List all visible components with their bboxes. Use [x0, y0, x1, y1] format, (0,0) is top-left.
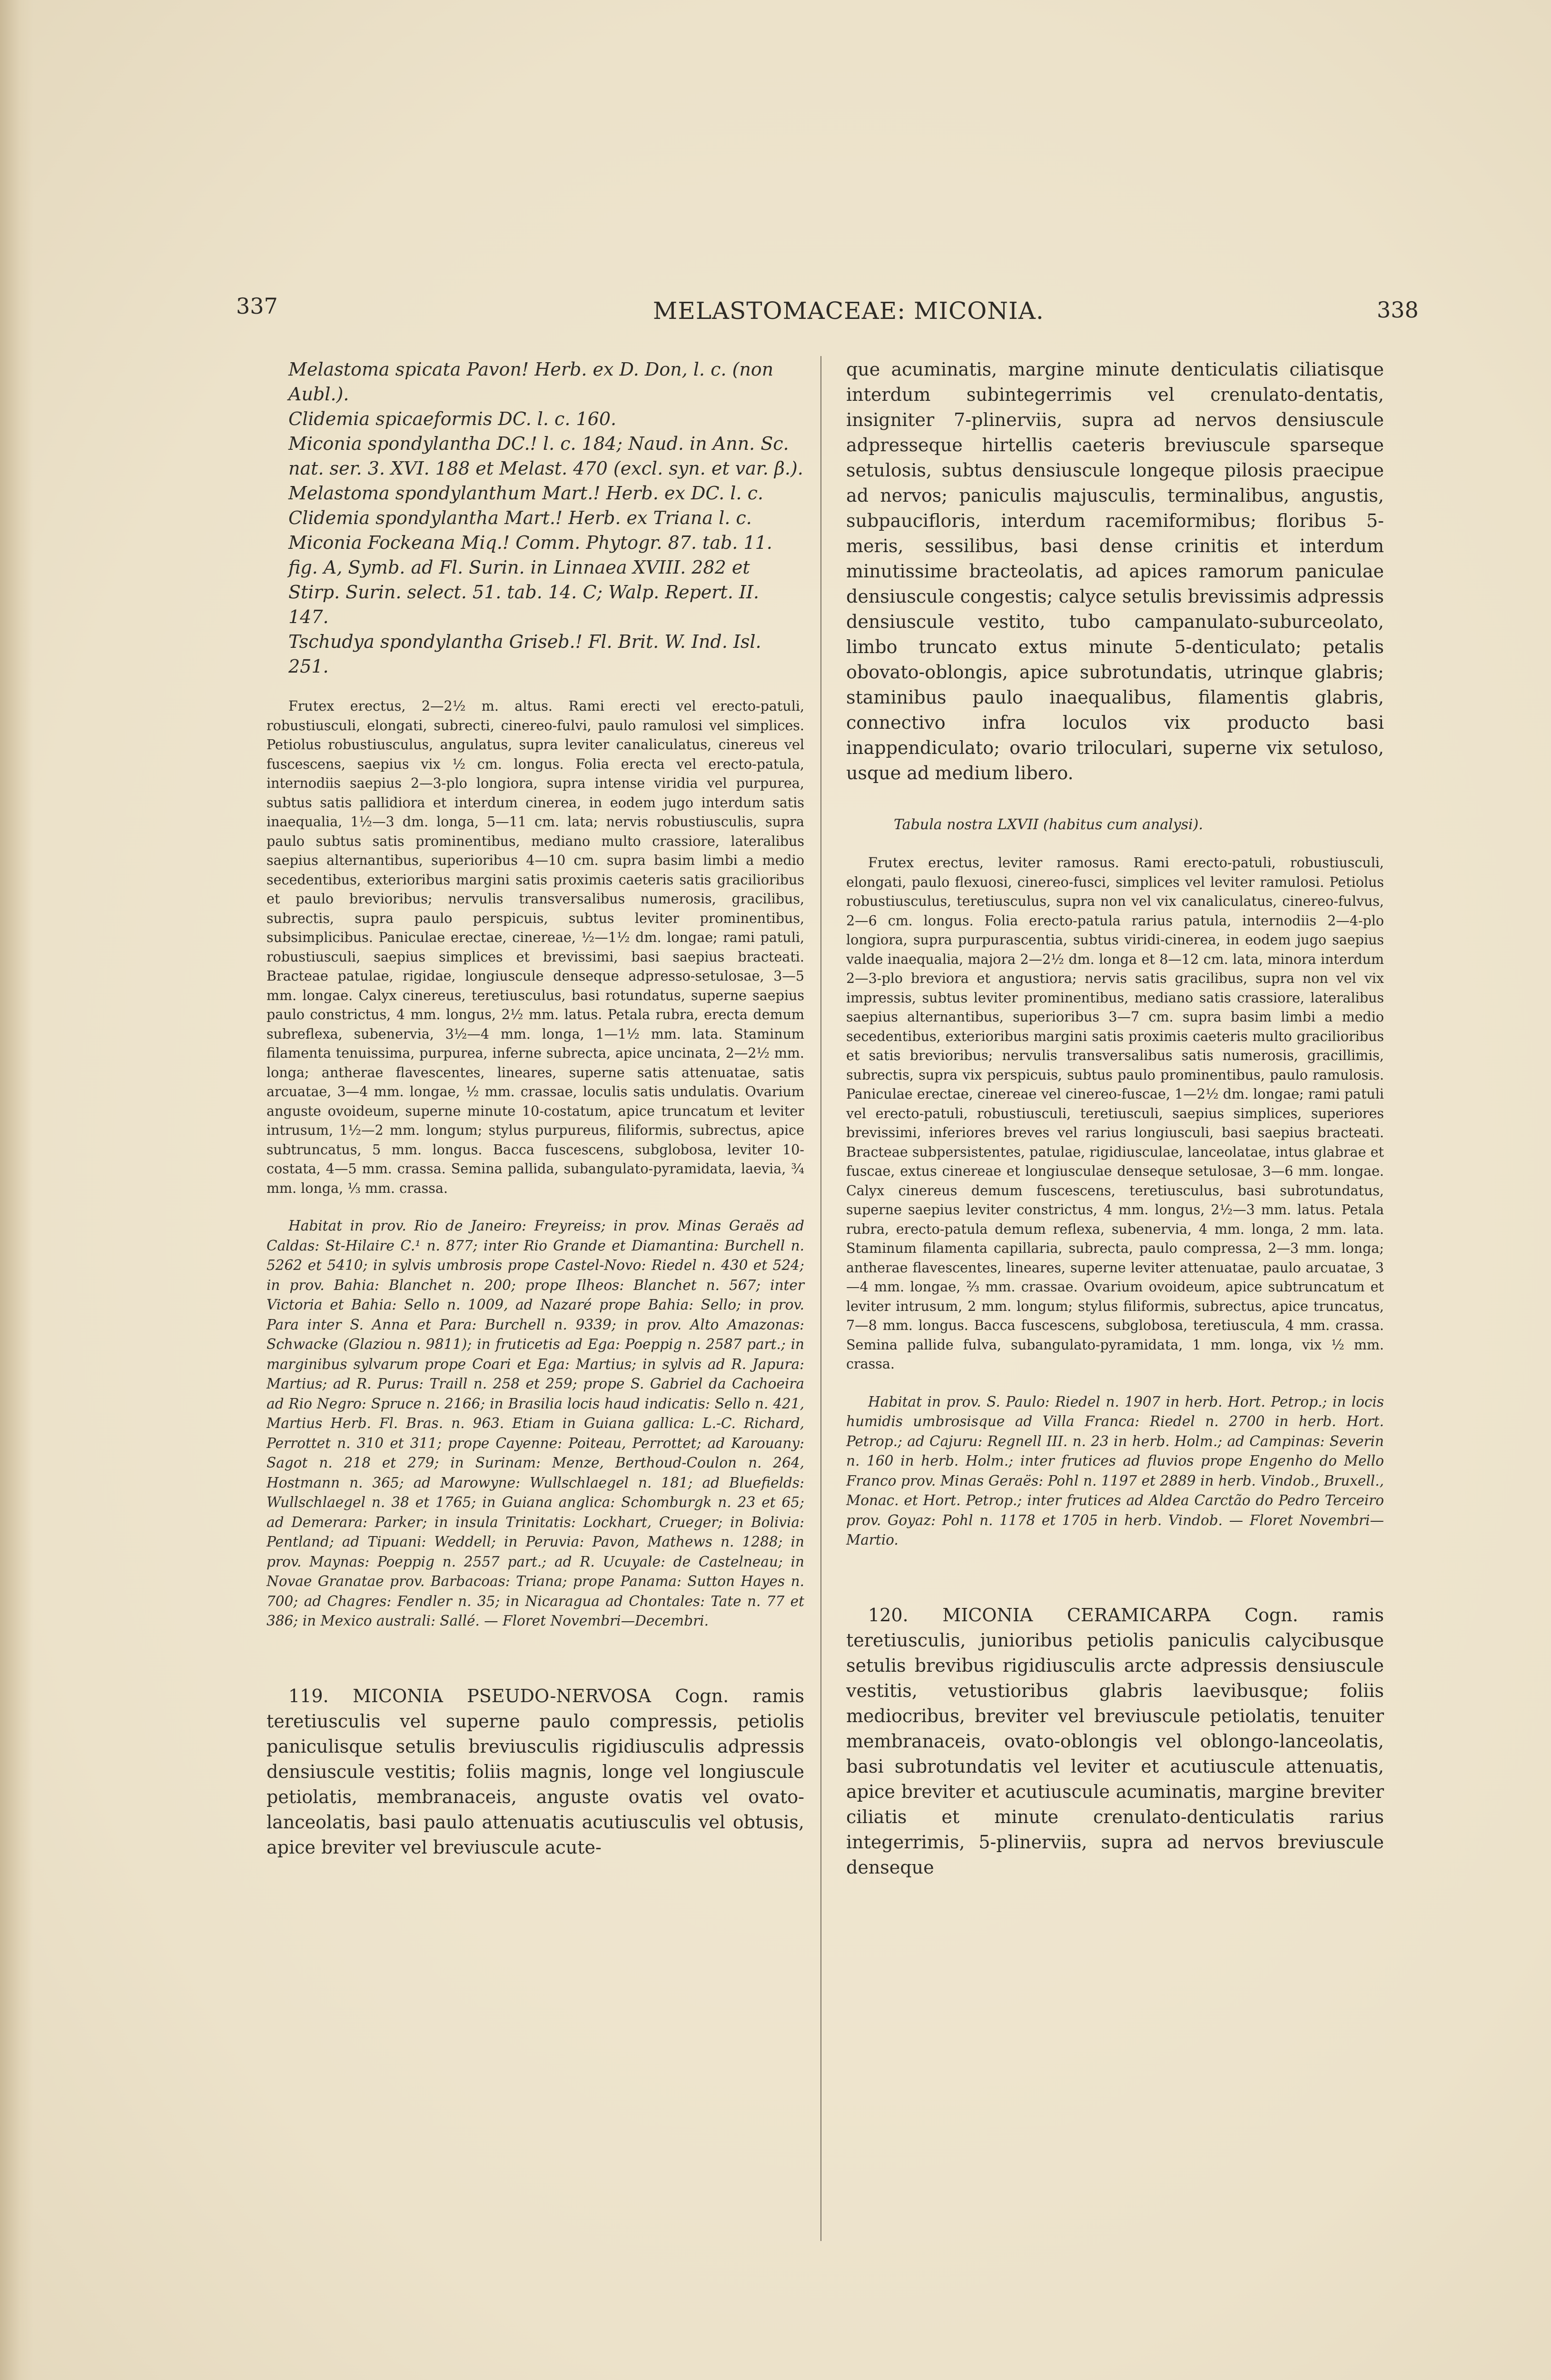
habitat-paragraph: Habitat in prov. S. Paulo: Riedel n. 1907 in herb. Hort. Petrop.; in locis humidis umbrosisque ad Villa Franca: Riedel n. 2700 in herb. Hort. Petrop.; ad Cajuru: Regnell III. n. 23 in herb. Holm.; ad Campinas: Severin n. 160 in herb. Holm.; inter frutices ad fluvios prope Engenho do Mello Franco prov. Minas Geraës: Pohl n. 1197 et 2889 in herb. Vindob., Bruxell., Monac. et Hort. Petrop.; inter frutices ad Aldea Carctão do Pedro Terceiro prov. Goyaz: Pohl n. 1178 et 1705 in herb. Vindob. — Floret Novembri—Martio. [846, 1393, 1384, 1548]
running-title: MELASTOMACEAE: MICONIA. [653, 297, 1044, 325]
synonym: Miconia spondylantha DC.! l. c. 184; Naud. in Ann. Sc. nat. ser. 3. XVI. 188 et Melast. 470 (excl. syn. et var. β.). [288, 433, 803, 479]
synonym: Clidemia spicaeformis DC. l. c. 160. [288, 408, 617, 429]
left-column [267, 357, 804, 1860]
species-description: Frutex erectus, 2—2½ m. altus. Rami erecti vel erecto-patuli, robustiusculi, elongati, subrecti, cinereo-fulvi, paulo ramulosi vel simplices. Petiolus robustiusculus, angulatus, supra leviter canaliculatus, cinereus vel fuscescens, saepius vix ½ cm. longus. Folia erecta vel erecto-patula, internodiis saepius 2—3-plo longiora, supra intense viridia vel purpurea, subtus satis pallidiora et interdum cinerea, in eodem jugo interdum satis inaequalia, 1½—3 dm. longa, 5—11 cm. lata; nervis robustiusculis, supra paulo subtus satis prominentibus, mediano multo crassiore, lateralibus saepius alternantibus, superioribus 4—10 cm. supra basim limbi a medio secedentibus, exterioribus margini satis proximis caeteris satis gracilioribus et paulo brevioribus; nervulis transversalibus numerosis, gracilibus, subrectis, supra paulo perspicuis, subtus leviter prominentibus, subsimplicibus. Paniculae erectae, cinereae, ½—1½ dm. longae; rami patuli, robustiusculi, saepius simplices et brevissimi, basi saepius bracteati. Bracteae patulae, rigidae, longiuscule denseque adpresso-setulosae, 3—5 mm. longae. Calyx cinereus, teretiusculus, basi rotundatus, superne saepius paulo constrictus, 4 mm. longus, 2½ mm. latus. Petala rubra, erecta demum subreflexa, subenervia, 3½—4 mm. longa, 1—1½ mm. lata. Staminum filamenta tenuissima, purpurea, inferne subrecta, apice uncinata, 2—2½ mm. longa; antherae flavescentes, lineares, superne satis attenuatae, satis arcuatae, 3—4 mm. longae, ½ mm. crassae, loculis satis undulatis. Ovarium anguste ovoideum, superne minute 10-costatum, apice truncatum et leviter intrusum, 1½—2 mm. longum; stylus purpureus, filiformis, subrectus, apice subtruncatus, 5 mm. longus. Bacca fuscescens, subglobosa, leviter 10-costata, 4—5 mm. crassa. Semina pallida, subangulato-pyramidata, laevia, ¾ mm. longa, ⅓ mm. crassa. [267, 698, 804, 1196]
synonym: Clidemia spondylantha Mart.! Herb. ex Triana l. c. [288, 507, 752, 528]
species-description: Frutex erectus, leviter ramosus. Rami erecto-patuli, robustiusculi, elongati, paulo flexuosi, cinereo-fusci, simplices vel leviter ramulosi. Petiolus robustiusculus, teretiusculus, supra non vel vix canaliculatus, cinereo-fulvus, 2—6 cm. longus. Folia erecto-patula rarius patula, internodiis 2—4-plo longiora, supra purpurascentia, subtus viridi-cinerea, in eodem jugo saepius valde inaequalia, majora 2—2½ dm. longa et 8—12 cm. lata, minora interdum 2—3-plo breviora et angustiora; nervis satis gracilibus, supra non vel vix impressis, subtus leviter prominentibus, mediano satis crassiore, lateralibus saepius alternantibus, superioribus 3—7 cm. supra basim limbi a medio secedentibus, exterioribus margini satis proximis caeteris multo gracilioribus et satis brevioribus; nervulis transversalibus satis numerosis, gracillimis, subrectis, supra vix perspicuis, subtus paulo prominentibus, paulo ramulosis. Paniculae erectae, cinereae vel cinereo-fuscae, 1—2½ dm. longae; rami patuli vel erecto-patuli, robustiusculi, teretiusculi, saepius simplices, superiores brevissimi, inferiores breves vel rarius longiusculi, basi saepius bracteati. Bracteae subpersistentes, patulae, rigidiusculae, lanceolatae, intus glabrae et fuscae, extus cinereae et longiusculae denseque setulosae, 3—6 mm. longae. Calyx cinereus demum fuscescens, teretiusculus, basi subrotundatus, superne saepius leviter constrictus, 4 mm. longus, 2½—3 mm. latus. Petala rubra, erecto-patula demum reflexa, subenervia, 4 mm. longa, 2 mm. lata. Staminum filamenta capillaria, subrecta, paulo compressa, 2—3 mm. longa; antherae flavescentes, lineares, superne leviter attenuatae, paulo arcuatae, 3—4 mm. longae, ⅔ mm. crassae. Ovarium ovoideum, apice subtruncatum et leviter intrusum, 2 mm. longum; stylus filiformis, subrectus, apice truncatus, 7—8 mm. longus. Bacca fuscescens, subglobosa, teretiuscula, 4 mm. crassa. Semina pallide fulva, subangulato-pyramidata, 1 mm. longa, vix ½ mm. crassa. [846, 855, 1384, 1372]
binding-shadow [0, 0, 33, 2380]
diagnosis-continuation: que acuminatis, margine minute denticulatis ciliatisque interdum subintegerrimis vel crenulato-dentatis, insigniter 7-plinerviis, supra ad nervos densiuscule adpresseque hirtellis caeteris breviuscule sparseque setulosis, subtus densiuscule longeque pilosis praecipue ad nervos; paniculis majusculis, terminalibus, angustis, subpaucifloris, interdum racemiformibus; floribus 5-meris, sessilibus, basi dense crinitis et interdum minutissime bracteolatis, ad apices ramorum paniculae densiuscule congestis; calyce setulis brevissimis adpressis densiuscule vestito, tubo campanulato-suburceolato, limbo truncato extus minute 5-denticulato; petalis obovato-oblongis, apice subrotundatis, utrinque glabris; staminibus paulo inaequalibus, filamentis glabris, connectivo infra loculos vix producto basi inappendiculato; ovario triloculari, superne vix setuloso, usque ad medium libero. [846, 359, 1384, 783]
habitat-paragraph: Habitat in prov. Rio de Janeiro: Freyreiss; in prov. Minas Geraës ad Caldas: St-Hilaire C.¹ n. 877; inter Rio Grande et Diamantina: Burchell n. 5262 et 5410; in sylvis umbrosis prope Castel-Novo: Riedel n. 430 et 524; in prov. Bahia: Blanchet n. 200; prope Ilheos: Blanchet n. 567; inter Victoria et Bahia: Sello n. 1009, ad Nazaré prope Bahia: Sello; in prov. Para inter S. Anna et Para: Burchell n. 9339; in prov. Alto Amazonas: Schwacke (Glaziou n. 9811); in fruticetis ad Ega: Poeppig n. 2587 part.; in marginibus sylvarum prope Coari et Ega: Martius; in sylvis ad R. Japura: Martius; ad R. Purus: Traill n. 258 et 259; prope S. Gabriel da Cachoeira ad Rio Negro: Spruce n. 2166; in Brasilia locis haud indicatis: Sello n. 421, Martius Herb. Fl. Bras. n. 963. Etiam in Guiana gallica: L.-C. Richard, Perrottet n. 310 et 311; prope Cayenne: Poiteau, Perrottet; ad Karouany: Sagot n. 218 et 279; in Surinam: Menze, Berthoud-Coulon n. 264, Hostmann n. 365; ad Marowyne: Wullschlaegel n. 181; ad Bluefields: Wullschlaegel n. 38 et 1765; in Guiana anglica: Schomburgk n. 23 et 65; ad Demerara: Parker; in insula Trinitatis: Lockhart, Crueger; in Bolivia: Pentland; ad Tipuani: Weddell; in Peruvia: Pavon, Mathews n. 1288; in prov. Maynas: Poeppig n. 2557 part.; ad R. Ucuyale: de Castelneau; in Novae Granatae prov. Barbacoas: Triana; prope Panama: Sutton Hayes n. 700; ad Chagres: Fendler n. 35; in Nicaragua ad Chontales: Tate n. 77 et 386; in Mexico australi: Sallé. — Floret Novembri—Decembri. [267, 1218, 804, 1629]
synonym: Miconia Fockeana Miq.! Comm. Phytogr. 87. tab. 11. fig. A, Symb. ad Fl. Surin. in Linnaea XVIII. 282 et Stirp. Surin. select. 51. tab. 14. C; Walp. Repert. II. 147. [288, 532, 772, 627]
page-number-right: 338 [1377, 297, 1419, 323]
species-heading-119: 119. MICONIA PSEUDO-NERVOSA Cogn. ramis teretiusculis vel superne paulo compressis, petiolis paniculisque setulis breviusculis rigidiusculis adpressis densiuscule vestitis; foliis magnis, longe vel longiuscule petiolatis, membranaceis, anguste ovatis vel ovato-lanceolatis, basi paulo attenuatis acutiusculis vel obtusis, apice breviter vel breviuscule acute- [267, 1685, 804, 1858]
column-divider [820, 356, 821, 2241]
page-number-left: 337 [236, 293, 278, 319]
running-header [0, 293, 1551, 327]
right-column [846, 357, 1384, 1880]
synonym: Tschudya spondylantha Griseb.! Fl. Brit. W. Ind. Isl. 251. [288, 631, 761, 677]
synonym: Melastoma spondylanthum Mart.! Herb. ex DC. l. c. [288, 483, 763, 504]
synonym: Melastoma spicata Pavon! Herb. ex D. Don, l. c. (non Aubl.). [288, 359, 774, 405]
species-heading-120: 120. MICONIA CERAMICARPA Cogn. ramis teretiusculis, junioribus petiolis paniculis calycibusque setulis brevibus rigidiusculis arcte adpressis densiuscule vestitis, vetustioribus glabris laevibusque; foliis mediocribus, breviter vel breviuscule petiolatis, tenuiter membranaceis, ovato-oblongis vel oblongo-lanceolatis, basi subrotundatis vel leviter et acutiuscule attenuatis, apice breviter et acutiuscule acuminatis, margine breviter ciliatis et minute crenulato-denticulatis rarius integerrimis, 5-plinerviis, supra ad nervos breviuscule denseque [846, 1604, 1384, 1878]
plate-reference: Tabula nostra LXVII (habitus cum analysi). [894, 816, 1203, 833]
